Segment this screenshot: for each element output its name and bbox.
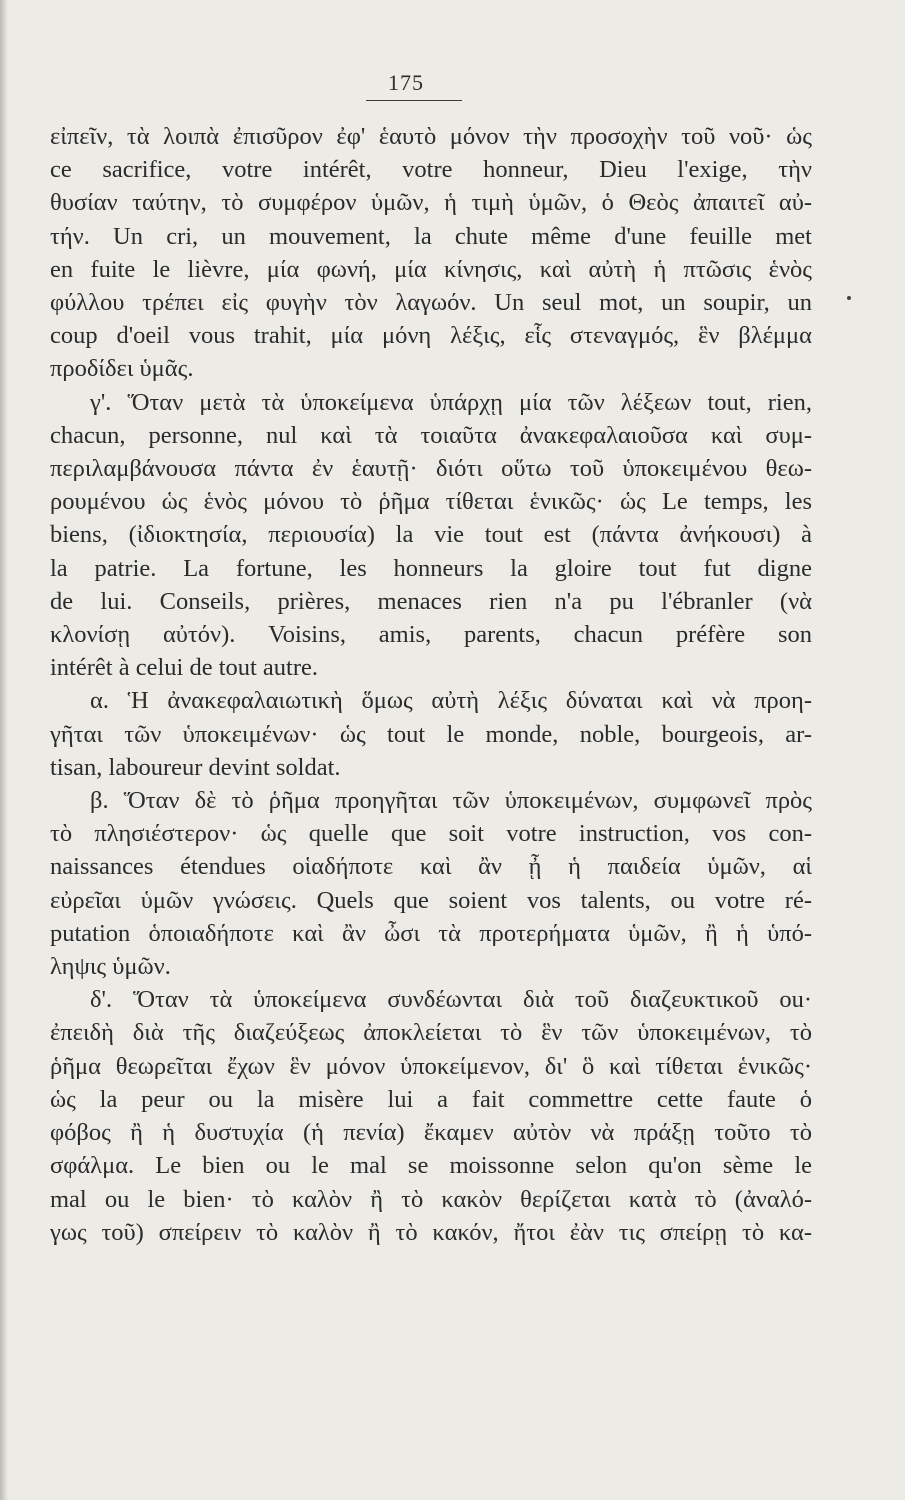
- text-line: ρουμένου ὡς ἑνὸς μόνου τὸ ῥῆμα τίθεται ἑνικῶς· ὡς Le temps, les: [50, 488, 812, 516]
- text-line: naissances étendues οἱαδήποτε καὶ ἂν ᾖ ἡ παιδεία ὑμῶν, αἱ: [50, 853, 812, 881]
- text-line: putation ὁποιαδήποτε καὶ ἂν ὦσι τὰ προτερήματα ὑμῶν, ἢ ἡ ὑπό-: [50, 919, 812, 947]
- text-line: α. Ἡ ἀνακεφαλαιωτικὴ ὅμως αὐτὴ λέξις δύναται καὶ νὰ προη-: [90, 687, 812, 715]
- page-number-rule: [366, 100, 462, 101]
- text-line: ὡς la peur ou la misère lui a fait commettre cette faute ὁ: [50, 1085, 812, 1113]
- text-line: tisan, laboureur devint soldat.: [50, 753, 341, 781]
- text-line: la patrie. La fortune, les honneurs la gloire tout fut digne: [50, 554, 812, 582]
- text-line: δ'. Ὅταν τὰ ὑποκείμενα συνδέωνται διὰ τοῦ διαζευκτικοῦ ou·: [90, 986, 812, 1014]
- text-line: coup d'oeil vous trahit, μία μόνη λέξις, εἷς στεναγμός, ἓν βλέμμα: [50, 322, 812, 350]
- text-line: ce sacrifice, votre intérêt, votre honneur, Dieu l'exige, τὴν: [50, 156, 812, 184]
- text-line: τὸ πλησιέστερον· ὡς quelle que soit votre instruction, vos con-: [50, 820, 812, 848]
- text-line: chacun, personne, nul καὶ τὰ τοιαῦτα ἀνακεφαλαιοῦσα καὶ συμ-: [50, 421, 812, 449]
- body-text: [50, 120, 812, 1249]
- text-line: περιλαμβάνουσα πάντα ἐν ἑαυτῇ· διότι οὕτω τοῦ ὑποκειμένου θεω-: [50, 455, 812, 483]
- text-line: φόβος ἢ ἡ δυστυχία (ἡ πενία) ἔκαμεν αὐτὸν νὰ πράξῃ τοῦτο τὸ: [50, 1119, 812, 1147]
- text-line: γως τοῦ) σπείρειν τὸ καλὸν ἢ τὸ κακόν, ἤτοι ἐὰν τις σπείρῃ τὸ κα-: [50, 1218, 812, 1246]
- text-line: en fuite le lièvre, μία φωνή, μία κίνησις, καὶ αὐτὴ ἡ πτῶσις ἑνὸς: [50, 255, 812, 283]
- page-number: 175: [388, 70, 424, 95]
- text-line: β. Ὅταν δὲ τὸ ῥῆμα προηγῆται τῶν ὑποκειμένων, συμφωνεῖ πρὸς: [90, 787, 812, 815]
- text-line: biens, (ἰδιοκτησία, περιουσία) la vie tout est (πάντα ἀνήκουσι) à: [50, 521, 812, 549]
- text-line: τήν. Un cri, un mouvement, la chute même d'une feuille met: [50, 222, 812, 250]
- text-line: mal ou le bien· τὸ καλὸν ἢ τὸ κακὸν θερίζεται κατὰ τὸ (ἀναλό-: [50, 1185, 812, 1213]
- text-line: ληψις ὑμῶν.: [50, 953, 171, 981]
- text-line: εὐρεῖαι ὑμῶν γνώσεις. Quels que soient vos talents, ou votre ré-: [50, 886, 812, 914]
- text-line: intérêt à celui de tout autre.: [50, 654, 319, 682]
- text-line: κλονίσῃ αὐτόν). Voisins, amis, parents, chacun préfère son: [50, 621, 812, 649]
- text-line: προδίδει ὑμᾶς.: [50, 355, 194, 383]
- text-line: θυσίαν ταύτην, τὸ συμφέρον ὑμῶν, ἡ τιμὴ ὑμῶν, ὁ Θεὸς ἀπαιτεῖ αὐ-: [50, 189, 812, 217]
- text-line: εἰπεῖν, τὰ λοιπὰ ἐπισῦρον ἐφ' ἑαυτὸ μόνον τὴν προσοχὴν τοῦ νοῦ· ὡς: [50, 123, 812, 150]
- text-line: ἐπειδὴ διὰ τῆς διαζεύξεως ἀποκλείεται τὸ ἓν τῶν ὑποκειμένων, τὸ: [50, 1019, 812, 1047]
- text-line: γ'. Ὅταν μετὰ τὰ ὑποκείμενα ὑπάρχῃ μία τῶν λέξεων tout, rien,: [90, 388, 812, 416]
- text-line: γῆται τῶν ὑποκειμένων· ὡς tout le monde, noble, bourgeois, ar-: [50, 720, 812, 748]
- page-binding-shadow: [0, 0, 8, 1500]
- text-line: de lui. Conseils, prières, menaces rien n'a pu l'ébranler (νὰ: [50, 587, 812, 615]
- text-line: σφάλμα. Le bien ou le mal se moissonne selon qu'on sème le: [50, 1152, 812, 1180]
- print-speck: [847, 296, 851, 300]
- text-line: ῥῆμα θεωρεῖται ἔχων ἓν μόνον ὑποκείμενον, δι' ὃ καὶ τίθεται ἑνικῶς·: [50, 1052, 812, 1080]
- text-line: φύλλου τρέπει εἰς φυγὴν τὸν λαγωόν. Un seul mot, un soupir, un: [50, 289, 812, 317]
